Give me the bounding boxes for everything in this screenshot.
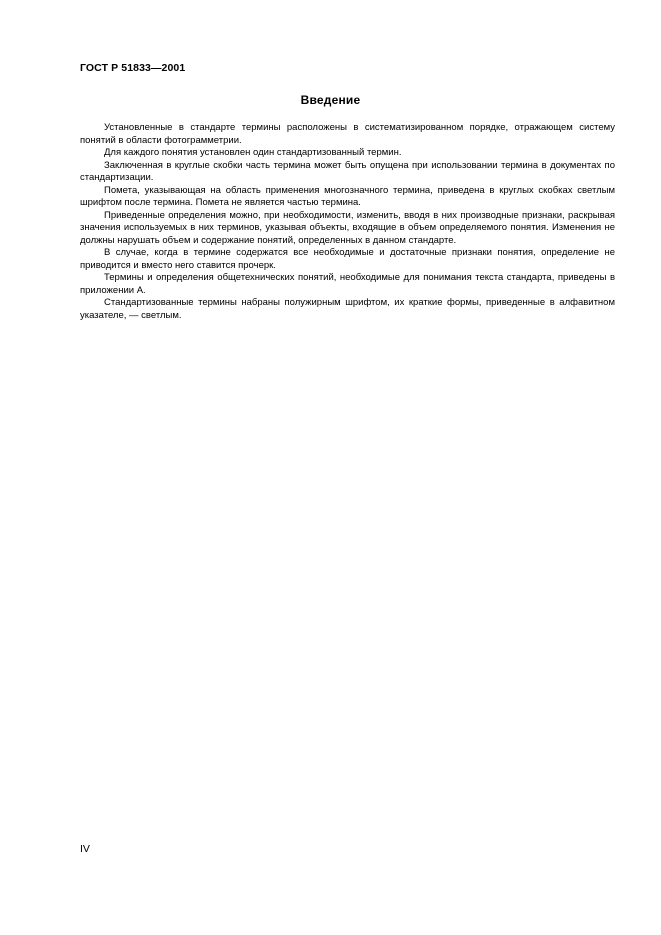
section-title: Введение	[300, 93, 361, 107]
document-code: ГОСТ Р 51833—2001	[80, 62, 186, 74]
paragraph-3: Заключенная в круглые скобки часть термина может быть опущена при использовании термина в документах по стандартизации.	[80, 159, 615, 183]
paragraph-2: Для каждого понятия установлен один стандартизованный термин.	[104, 147, 402, 158]
paragraph-7: Термины и определения общетехнических понятий, необходимые для понимания текста стандарта, приведены в приложении А.	[80, 272, 615, 296]
paragraph-8: Стандартизованные термины набраны полужирным шрифтом, их краткие формы, приведенные в алфавитном указателе, — светлым.	[80, 297, 615, 321]
paragraph-5: Приведенные определения можно, при необходимости, изменить, вводя в них производные признаки, раскрывая значения используемых в них терминов, указывая объекты, входящие в объем определяемого понятия. Изменения не должны нарушать объем и содержание понятий, определенных в данном стандарте.	[80, 209, 615, 246]
paragraph-1: Установленные в стандарте термины расположены в систематизированном порядке, отражающем систему понятий в области фотограмметрии.	[80, 122, 615, 146]
introduction-body	[80, 122, 615, 322]
paragraph-6: В случае, когда в термине содержатся все необходимые и достаточные признаки понятия, определение не приводится и вместо него ставится прочерк.	[80, 247, 615, 271]
paragraph-4: Пометa, указывающая на область применения многозначного термина, приведена в круглых скобках светлым шрифтом после термина. Пометa не является частью термина.	[80, 184, 615, 208]
page-number: IV	[80, 843, 90, 855]
